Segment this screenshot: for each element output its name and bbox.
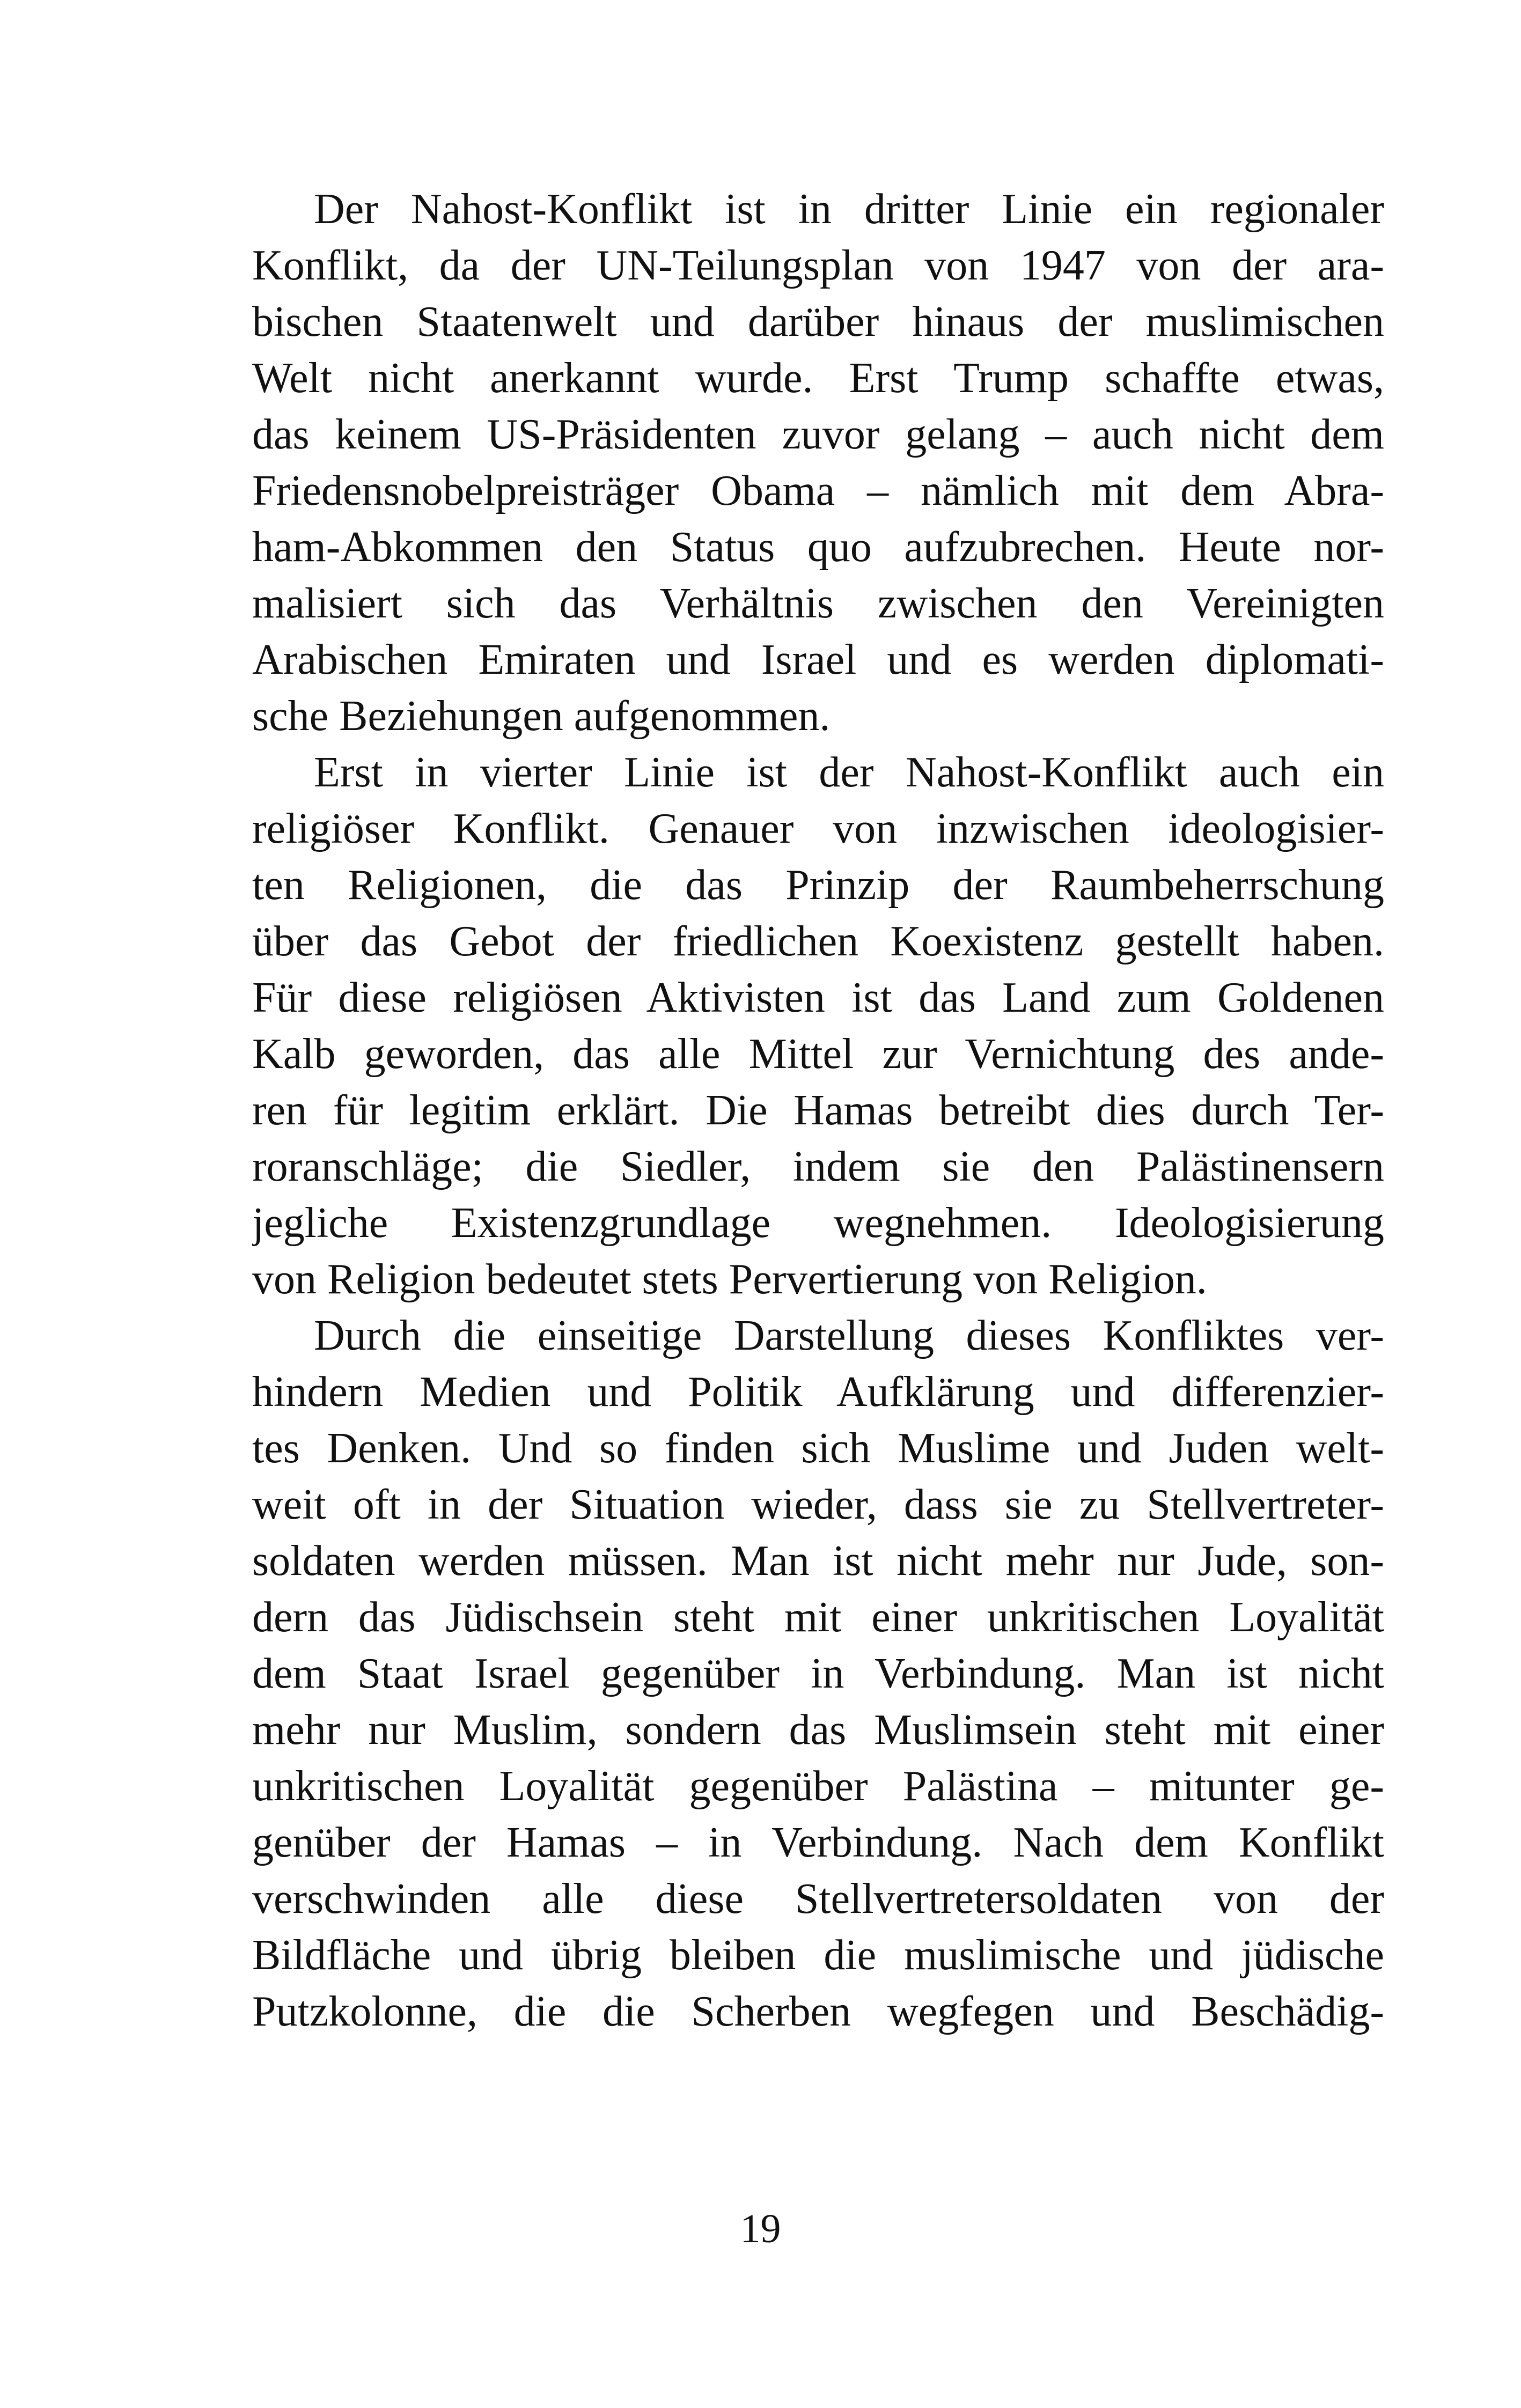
paragraph-3 bbox=[252, 1308, 1384, 2040]
body-text bbox=[252, 181, 1384, 2040]
text-line: das keinem US-Präsidenten zuvor gelang – auch nicht dem bbox=[252, 411, 1384, 458]
text-line: verschwinden alle diese Stellvertretersoldaten von der bbox=[252, 1875, 1384, 1923]
text-line: Friedensnobelpreisträger Obama – nämlich mit dem Abra- bbox=[252, 467, 1384, 514]
paragraph-2 bbox=[252, 745, 1384, 1308]
text-line: Konflikt, da der UN-Teilungsplan von 1947 von der ara- bbox=[252, 242, 1384, 289]
text-line: ten Religionen, die das Prinzip der Raumbeherrschung bbox=[252, 861, 1384, 909]
text-line: Putzkolonne, die die Scherben wegfegen und Beschädig- bbox=[252, 1988, 1384, 2035]
text-line: bischen Staatenwelt und darüber hinaus der muslimischen bbox=[252, 298, 1384, 345]
text-line: über das Gebot der friedlichen Koexistenz gestellt haben. bbox=[252, 918, 1384, 965]
text-line: sche Beziehungen aufgenommen. bbox=[252, 693, 831, 740]
text-line: Durch die einseitige Darstellung dieses Konfliktes ver- bbox=[314, 1312, 1384, 1359]
text-line: von Religion bedeutet stets Pervertierung von Religion. bbox=[252, 1256, 1207, 1303]
text-line: Für diese religiösen Aktivisten ist das Land zum Goldenen bbox=[252, 974, 1384, 1021]
text-line: mehr nur Muslim, sondern das Muslimsein steht mit einer bbox=[252, 1706, 1384, 1754]
text-line: ham-Abkommen den Status quo aufzubrechen. Heute nor- bbox=[252, 524, 1384, 571]
text-line: hindern Medien und Politik Aufklärung und differenzier- bbox=[252, 1368, 1384, 1416]
text-line: Bildfläche und übrig bleiben die muslimische und jüdische bbox=[252, 1932, 1384, 1979]
text-line: genüber der Hamas – in Verbindung. Nach dem Konflikt bbox=[252, 1819, 1384, 1866]
text-line: roranschläge; die Siedler, indem sie den Palästinensern bbox=[252, 1143, 1384, 1190]
text-line: Der Nahost-Konflikt ist in dritter Linie ein regionaler bbox=[314, 186, 1384, 233]
text-line: Kalb geworden, das alle Mittel zur Vernichtung des ande- bbox=[252, 1030, 1384, 1078]
text-line: ren für legitim erklärt. Die Hamas betreibt dies durch Ter- bbox=[252, 1087, 1384, 1134]
text-line: Welt nicht anerkannt wurde. Erst Trump schaffte etwas, bbox=[252, 355, 1384, 402]
page-number: 19 bbox=[740, 2206, 781, 2251]
text-line: religiöser Konflikt. Genauer von inzwischen ideologisier- bbox=[252, 805, 1384, 852]
text-line: tes Denken. Und so finden sich Muslime und Juden welt- bbox=[252, 1425, 1384, 1472]
text-line: Arabischen Emiraten und Israel und es werden diplomati- bbox=[252, 636, 1384, 683]
text-line: dem Staat Israel gegenüber in Verbindung. Man ist nicht bbox=[252, 1650, 1384, 1697]
text-line: unkritischen Loyalität gegenüber Palästina – mitunter ge- bbox=[252, 1763, 1384, 1810]
text-line: jegliche Existenzgrundlage wegnehmen. Ideologisierung bbox=[252, 1199, 1384, 1247]
text-line: soldaten werden müssen. Man ist nicht mehr nur Jude, son- bbox=[252, 1537, 1384, 1585]
text-line: weit oft in der Situation wieder, dass sie zu Stellvertreter- bbox=[252, 1481, 1384, 1528]
text-line: malisiert sich das Verhältnis zwischen den Vereinigten bbox=[252, 580, 1384, 627]
text-line: dern das Jüdischsein steht mit einer unkritischen Loyalität bbox=[252, 1594, 1384, 1641]
paragraph-1 bbox=[252, 181, 1384, 745]
text-line: Erst in vierter Linie ist der Nahost-Konflikt auch ein bbox=[314, 749, 1384, 796]
